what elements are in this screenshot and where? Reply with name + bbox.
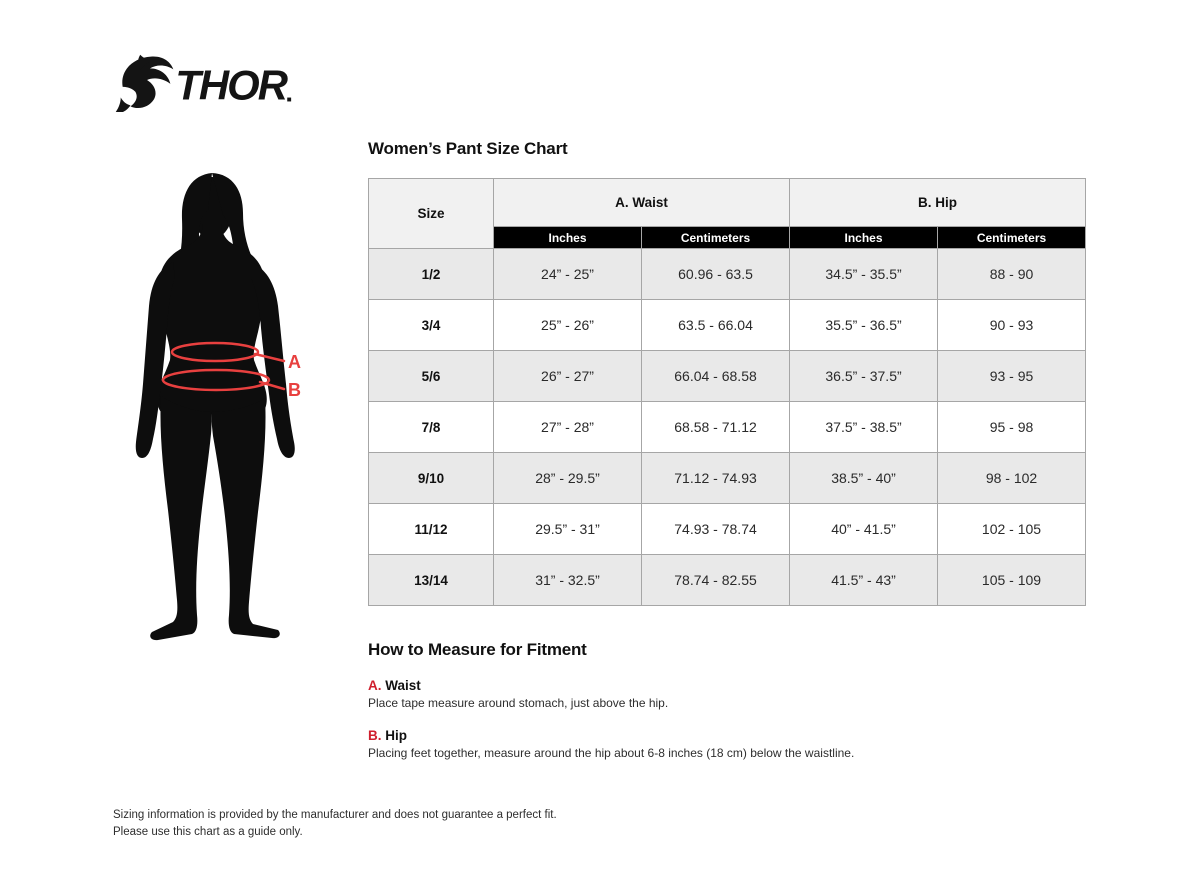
waist-inches-cell: 27” - 28” xyxy=(494,402,642,453)
col-header-waist: A. Waist xyxy=(494,179,790,227)
size-cell: 13/14 xyxy=(369,555,494,606)
hip-label: B xyxy=(288,380,301,400)
waist-inches-cell: 31” - 32.5” xyxy=(494,555,642,606)
disclaimer-line: Sizing information is provided by the manufacturer and does not guarantee a perfect fit. xyxy=(113,809,557,821)
size-chart-table xyxy=(368,178,1086,606)
table-row xyxy=(369,249,1086,300)
size-cell: 1/2 xyxy=(369,249,494,300)
measure-description: Place tape measure around stomach, just above the hip. xyxy=(368,696,669,710)
hip-inches-cell: 38.5” - 40” xyxy=(790,453,938,504)
hip-cm-cell: 95 - 98 xyxy=(938,402,1086,453)
table-row xyxy=(369,453,1086,504)
size-cell: 7/8 xyxy=(369,402,494,453)
table-header-row xyxy=(369,179,1086,227)
waist-cm-cell: 63.5 - 66.04 xyxy=(642,300,790,351)
measure-section-title: How to Measure for Fitment xyxy=(368,640,587,659)
table-row xyxy=(369,555,1086,606)
waist-cm-cell: 66.04 - 68.58 xyxy=(642,351,790,402)
table-row xyxy=(369,300,1086,351)
hip-cm-cell: 102 - 105 xyxy=(938,504,1086,555)
hip-cm-cell: 98 - 102 xyxy=(938,453,1086,504)
unit-header-hip-inches: Inches xyxy=(790,227,938,249)
waist-label: A xyxy=(288,352,301,372)
size-cell: 11/12 xyxy=(369,504,494,555)
hip-inches-cell: 36.5” - 37.5” xyxy=(790,351,938,402)
chart-title: Women’s Pant Size Chart xyxy=(368,139,568,158)
waist-inches-cell: 25” - 26” xyxy=(494,300,642,351)
measure-item-heading xyxy=(368,678,948,693)
table-row xyxy=(369,402,1086,453)
measure-name: Hip xyxy=(385,728,408,743)
unit-header-waist-centimeters: Centimeters xyxy=(642,227,790,249)
measure-letter: B. xyxy=(368,728,382,743)
waist-cm-cell: 60.96 - 63.5 xyxy=(642,249,790,300)
unit-header-waist-inches: Inches xyxy=(494,227,642,249)
fit-figure xyxy=(115,166,370,671)
brand-logo xyxy=(111,50,296,112)
hip-cm-cell: 93 - 95 xyxy=(938,351,1086,402)
measure-item-heading xyxy=(368,728,948,743)
size-cell: 3/4 xyxy=(369,300,494,351)
waist-inches-cell: 24” - 25” xyxy=(494,249,642,300)
measure-name: Waist xyxy=(385,678,421,693)
measure-section xyxy=(368,640,948,760)
hip-cm-cell: 105 - 109 xyxy=(938,555,1086,606)
waist-cm-cell: 71.12 - 74.93 xyxy=(642,453,790,504)
hip-cm-cell: 90 - 93 xyxy=(938,300,1086,351)
measure-item-hip xyxy=(368,728,948,760)
hip-inches-cell: 34.5” - 35.5” xyxy=(790,249,938,300)
waist-inches-cell: 28” - 29.5” xyxy=(494,453,642,504)
size-cell: 5/6 xyxy=(369,351,494,402)
unit-header-hip-centimeters: Centimeters xyxy=(938,227,1086,249)
waist-cm-cell: 68.58 - 71.12 xyxy=(642,402,790,453)
measure-item-waist xyxy=(368,678,948,710)
thor-wordmark: THOR xyxy=(175,61,287,109)
goat-icon xyxy=(115,55,173,112)
waist-inches-cell: 29.5” - 31” xyxy=(494,504,642,555)
hip-inches-cell: 35.5” - 36.5” xyxy=(790,300,938,351)
table-row xyxy=(369,504,1086,555)
trademark-dot xyxy=(287,98,291,102)
disclaimer-line: Please use this chart as a guide only. xyxy=(113,825,303,838)
waist-inches-cell: 26” - 27” xyxy=(494,351,642,402)
waist-cm-cell: 74.93 - 78.74 xyxy=(642,504,790,555)
hip-inches-cell: 41.5” - 43” xyxy=(790,555,938,606)
measure-description: Placing feet together, measure around the hip about 6-8 inches (18 cm) below the waistline. xyxy=(368,746,855,760)
body-silhouette xyxy=(136,173,295,640)
disclaimer xyxy=(113,807,557,840)
col-header-hip: B. Hip xyxy=(790,179,1086,227)
size-cell: 9/10 xyxy=(369,453,494,504)
measure-letter: A. xyxy=(368,678,382,693)
hip-inches-cell: 37.5” - 38.5” xyxy=(790,402,938,453)
hip-cm-cell: 88 - 90 xyxy=(938,249,1086,300)
hip-inches-cell: 40” - 41.5” xyxy=(790,504,938,555)
table-row xyxy=(369,351,1086,402)
waist-cm-cell: 78.74 - 82.55 xyxy=(642,555,790,606)
col-header-size: Size xyxy=(369,179,494,249)
